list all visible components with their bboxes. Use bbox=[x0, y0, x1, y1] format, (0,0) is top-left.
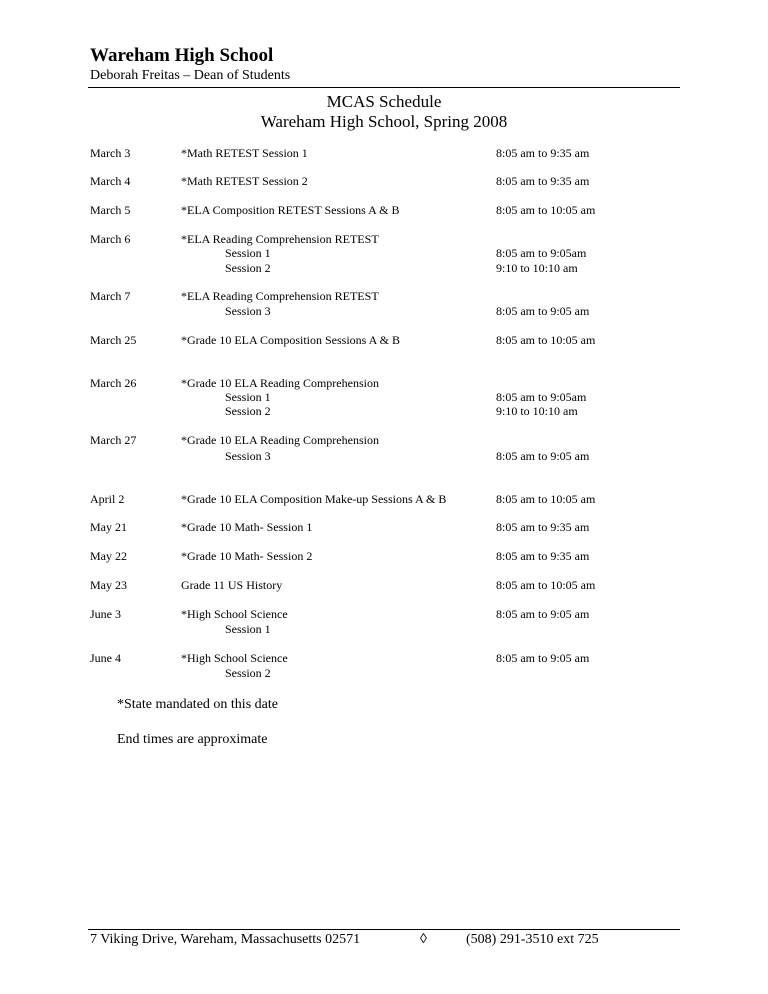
school-name: Wareham High School bbox=[90, 45, 274, 66]
row-time: 8:05 am to 9:35 am bbox=[496, 174, 590, 188]
row-date: June 3 bbox=[90, 607, 121, 621]
row-test: *Grade 10 ELA Reading Comprehension bbox=[181, 433, 379, 447]
document-title: MCAS Schedule bbox=[326, 92, 442, 111]
session-label: Session 1 bbox=[225, 390, 271, 404]
header-divider bbox=[88, 87, 680, 88]
row-test: *High School Science bbox=[181, 607, 288, 621]
footer-separator-icon: ◊ bbox=[420, 932, 427, 947]
session-time: 8:05 am to 9:05 am bbox=[496, 304, 590, 318]
row-date: May 23 bbox=[90, 578, 127, 592]
row-test: *Grade 10 ELA Reading Comprehension bbox=[181, 376, 379, 390]
row-time: 8:05 am to 10:05 am bbox=[496, 578, 596, 592]
row-time: 8:05 am to 9:35 am bbox=[496, 549, 590, 563]
row-date: April 2 bbox=[90, 492, 125, 506]
row-date: March 26 bbox=[90, 376, 137, 390]
footer-address: 7 Viking Drive, Wareham, Massachusetts 02571 bbox=[90, 932, 361, 947]
row-date: March 27 bbox=[90, 433, 137, 447]
row-time: 8:05 am to 9:35 am bbox=[496, 520, 590, 534]
row-time: 8:05 am to 9:05 am bbox=[496, 607, 590, 621]
state-mandated-note: *State mandated on this date bbox=[117, 697, 278, 712]
row-time: 8:05 am to 9:35 am bbox=[496, 146, 590, 160]
session-time: 8:05 am to 9:05am bbox=[496, 246, 587, 260]
row-test: *ELA Reading Comprehension RETEST bbox=[181, 232, 379, 246]
row-date: March 7 bbox=[90, 289, 131, 303]
session-label: Session 2 bbox=[225, 404, 271, 418]
row-date: March 25 bbox=[90, 333, 137, 347]
row-time: 8:05 am to 10:05 am bbox=[496, 492, 596, 506]
session-time: 9:10 to 10:10 am bbox=[496, 404, 578, 418]
row-time: 8:05 am to 9:05 am bbox=[496, 651, 590, 665]
row-test: Grade 11 US History bbox=[181, 578, 283, 592]
session-label: Session 1 bbox=[225, 246, 271, 260]
row-date: March 6 bbox=[90, 232, 131, 246]
row-test: *ELA Composition RETEST Sessions A & B bbox=[181, 203, 400, 217]
row-test: *Math RETEST Session 2 bbox=[181, 174, 308, 188]
document-subtitle: Wareham High School, Spring 2008 bbox=[260, 112, 508, 131]
row-time: 8:05 am to 10:05 am bbox=[496, 333, 596, 347]
row-test: *Grade 10 ELA Composition Sessions A & B bbox=[181, 333, 401, 347]
row-date: March 4 bbox=[90, 174, 131, 188]
row-test: *Math RETEST Session 1 bbox=[181, 146, 308, 160]
footer-divider bbox=[88, 929, 680, 930]
session-time: 8:05 am to 9:05 am bbox=[496, 449, 590, 463]
session-time: 9:10 to 10:10 am bbox=[496, 261, 578, 275]
session-label: Session 2 bbox=[225, 666, 271, 680]
row-date: May 21 bbox=[90, 520, 127, 534]
session-label: Session 3 bbox=[225, 449, 271, 463]
row-date: June 4 bbox=[90, 651, 121, 665]
session-label: Session 1 bbox=[225, 622, 271, 636]
end-times-note: End times are approximate bbox=[117, 732, 268, 747]
row-test: *Grade 10 Math- Session 2 bbox=[181, 549, 313, 563]
row-test: *Grade 10 Math- Session 1 bbox=[181, 520, 313, 534]
session-time: 8:05 am to 9:05am bbox=[496, 390, 587, 404]
row-date: March 5 bbox=[90, 203, 131, 217]
row-test: *ELA Reading Comprehension RETEST bbox=[181, 289, 379, 303]
session-label: Session 3 bbox=[225, 304, 271, 318]
row-date: March 3 bbox=[90, 146, 131, 160]
footer-phone: (508) 291-3510 ext 725 bbox=[466, 932, 599, 947]
row-test: *High School Science bbox=[181, 651, 288, 665]
row-date: May 22 bbox=[90, 549, 127, 563]
dean-line: Deborah Freitas – Dean of Students bbox=[90, 68, 291, 83]
session-label: Session 2 bbox=[225, 261, 271, 275]
row-test: *Grade 10 ELA Composition Make-up Sessions A & B bbox=[181, 492, 447, 506]
row-time: 8:05 am to 10:05 am bbox=[496, 203, 596, 217]
